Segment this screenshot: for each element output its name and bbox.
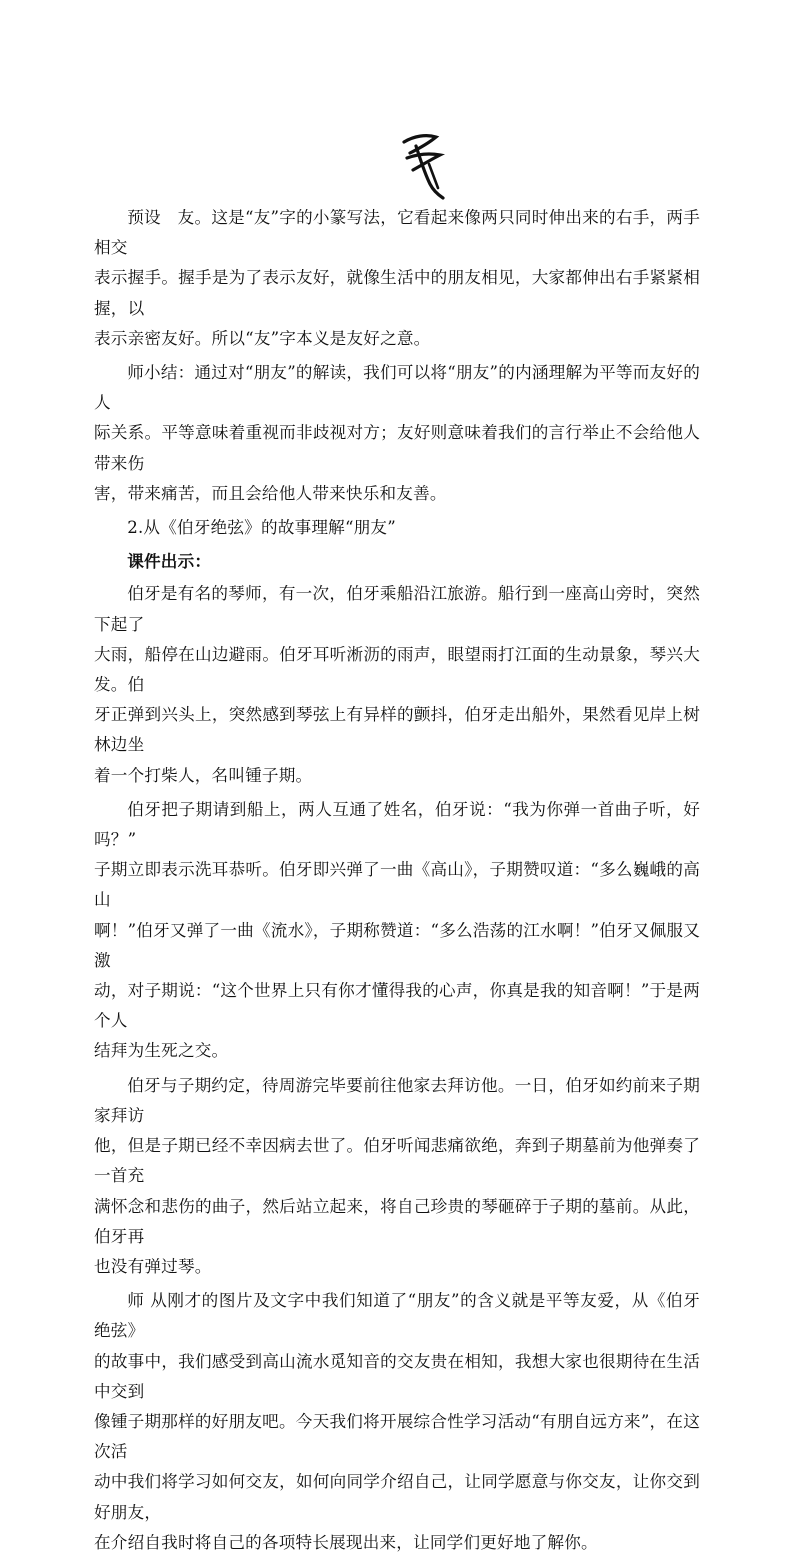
text-line: 预设 友。这是“友”字的小篆写法，它看起来像两只同时伸出来的右手，两手相交 (94, 208, 700, 258)
text-line: 师 从刚才的图片及文字中我们知道了“朋友”的含义就是平等友爱，从《伯牙绝弦》 (94, 1291, 700, 1341)
text-line: 动中我们将学习如何交友，如何向同学介绍自己，让同学愿意与你交友，让你交到好朋友， (94, 1472, 700, 1522)
seal-script-you-character-icon (396, 128, 448, 200)
text-line: 他，但是子期已经不幸因病去世了。伯牙听闻悲痛欲绝，奔到子期墓前为他弹奏了一首充 (94, 1136, 700, 1186)
text-line: 际关系。平等意味着重视而非歧视对方；友好则意味着我们的言行举止不会给他人带来伤 (94, 423, 700, 473)
text-line: 在介绍自我时将自己的各项特长展现出来，让同学们更好地了解你。 (94, 1532, 598, 1552)
section-heading (94, 513, 700, 543)
text-line: 也没有弹过琴。 (94, 1256, 212, 1276)
text-line: 结拜为生死之交。 (94, 1041, 229, 1061)
text-line: 着一个打柴人，名叫锺子期。 (94, 765, 313, 785)
text-line: 的故事中，我们感受到高山流水觅知音的交友贵在相知，我想大家也很期待在生活中交到 (94, 1351, 700, 1401)
paragraph-story-1 (94, 579, 700, 790)
text-line: 啊！”伯牙又弹了一曲《流水》，子期称赞道：“多么浩荡的江水啊！”伯牙又佩服又激 (94, 920, 700, 970)
text-line: 像锺子期那样的好朋友吧。今天我们将开展综合性学习活动“有朋自远方来”，在这次活 (94, 1411, 700, 1462)
paragraph-teacher-intro (94, 1286, 700, 1558)
courseware-label (94, 546, 700, 576)
text-line: 动，对子期说：“这个世界上只有你才懂得我的心声，你真是我的知音啊！”于是两个人 (94, 981, 700, 1031)
text-line: 伯牙把子期请到船上，两人互通了姓名，伯牙说：“我为你弹一首曲子听，好吗？” (94, 799, 700, 850)
text-line: 害，带来痛苦，而且会给他人带来快乐和友善。 (94, 483, 447, 503)
text-line: 表示握手。握手是为了表示友好，就像生活中的朋友相见，大家都伸出右手紧紧相握，以 (94, 268, 700, 318)
paragraph-preset (94, 203, 700, 354)
text-line: 2.从《伯牙绝弦》的故事理解“朋友” (127, 518, 396, 538)
paragraph-teacher-summary (94, 358, 700, 509)
text-line: 师小结：通过对“朋友”的解读，我们可以将“朋友”的内涵理解为平等而友好的人 (94, 363, 700, 413)
paragraph-story-2 (94, 795, 700, 1067)
paragraph-story-3 (94, 1071, 700, 1282)
text-line: 伯牙与子期约定，待周游完毕要前往他家去拜访他。一日，伯牙如约前来子期家拜访 (94, 1075, 700, 1125)
text-line: 大雨，船停在山边避雨。伯牙耳听淅沥的雨声，眼望雨打江面的生动景象，琴兴大发。伯 (94, 644, 700, 695)
text-line: 表示亲密友好。所以“友”字本义是友好之意。 (94, 328, 431, 348)
text-line: 牙正弹到兴头上，突然感到琴弦上有异样的颤抖，伯牙走出船外，果然看见岸上树林边坐 (94, 705, 700, 755)
text-line: 伯牙是有名的琴师，有一次，伯牙乘船沿江旅游。船行到一座高山旁时，突然下起了 (94, 584, 700, 634)
document-body (94, 203, 700, 1562)
text-line: 满怀念和悲伤的曲子，然后站立起来，将自己珍贵的琴砸碎于子期的墓前。从此，伯牙再 (94, 1196, 700, 1246)
text-line: 课件出示： (127, 551, 212, 572)
text-line: 子期立即表示洗耳恭听。伯牙即兴弹了一曲《高山》，子期赞叹道：“多么巍峨的高山 (94, 860, 700, 910)
